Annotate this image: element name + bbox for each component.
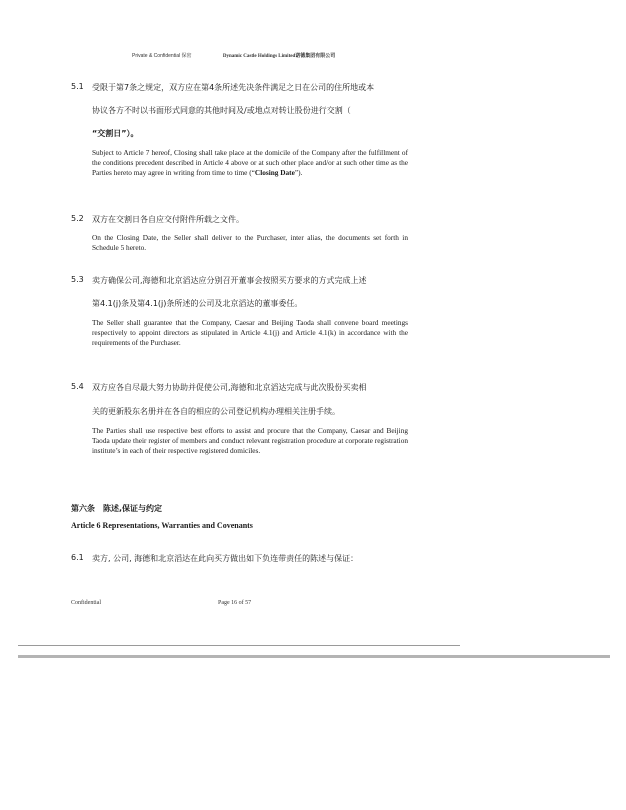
page-header: [132, 52, 335, 59]
page-bottom-edge: [18, 655, 610, 658]
clause-number: 5.2: [71, 214, 84, 223]
header-company: Dynamic Castle Holdings Limited诺德集团有限公司: [222, 54, 336, 59]
clause-en-paragraph: [92, 148, 408, 178]
clause-en-paragraph: The Parties shall use respective best efforts to assist and procure that the Company, Caesar and Beijing Taoda update their register of members and conduct relevant registration procedure at corporate registration institute’s in each of their respective registered domiciles.: [92, 426, 408, 455]
article-heading-cn: 第六条 陈述,保证与约定: [71, 504, 163, 513]
defined-term: Closing Date: [254, 168, 295, 177]
clause-cn-line: 关的更新股东名册并在各自的相应的公司登记机构办理相关注册手续。: [92, 407, 340, 416]
clause-cn-line: 双方在交割日各自应交付附件所载之文件。: [92, 215, 244, 224]
clause-number: 5.3: [71, 275, 84, 284]
clause-cn-line: “交割日”）。: [92, 129, 139, 138]
clause-cn-line: 第4.1(j)条及第4.1(j)条所述的公司及北京滔达的董事委任。: [92, 299, 303, 308]
clause-cn-line: 卖方确保公司,海德和北京滔达应分别召开董事会按照买方要求的方式完成上述: [92, 276, 367, 285]
clause-en-paragraph: The Seller shall guarantee that the Company, Caesar and Beijing Taoda shall convene board meetings respectively to appoint directors as stipulated in Article 4.1(j) and Article 4.1(k) in accordance with the requirements of the Purchaser.: [92, 318, 408, 347]
clause-cn-line: 卖方, 公司, 海德和北京滔达在此向买方做出如下负连带责任的陈述与保证：: [92, 554, 359, 563]
clause-cn-line: 协议各方不时以书面形式同意的其他时间及/或地点对转让股份进行交割（: [92, 106, 351, 115]
clause-en-paragraph: On the Closing Date, the Seller shall deliver to the Purchaser, inter alias, the documents set forth in Schedule 5 hereto.: [92, 233, 408, 252]
clause-number: 5.4: [71, 382, 84, 391]
clause-number: 5.1: [71, 82, 84, 91]
footer-confidential: Confidential: [71, 600, 101, 606]
clause-en-text: Subject to Article 7 hereof, Closing shall take place at the domicile of the Company after the fulfillment of the conditions precedent described in Article 4 above or at such other place and/or at such other time as the Parties hereto may agree in writing from time to time (“: [92, 148, 408, 177]
article-heading-en: Article 6 Representations, Warranties and Covenants: [71, 521, 253, 530]
clause-cn-line: 受限于第7条之规定，双方应在第4条所述先决条件满足之日在公司的住所地或本: [92, 83, 375, 92]
page-number: Page 16 of 57: [218, 600, 252, 606]
clause-cn-line: 双方应各自尽最大努力协助并促使公司,海德和北京滔达完成与此次股份买卖相: [92, 383, 367, 392]
clause-number: 6.1: [71, 553, 84, 562]
page-divider: [18, 645, 460, 646]
header-confidential: Private & Confidential 保密: [132, 53, 192, 59]
clause-en-text: ”).: [294, 168, 303, 177]
